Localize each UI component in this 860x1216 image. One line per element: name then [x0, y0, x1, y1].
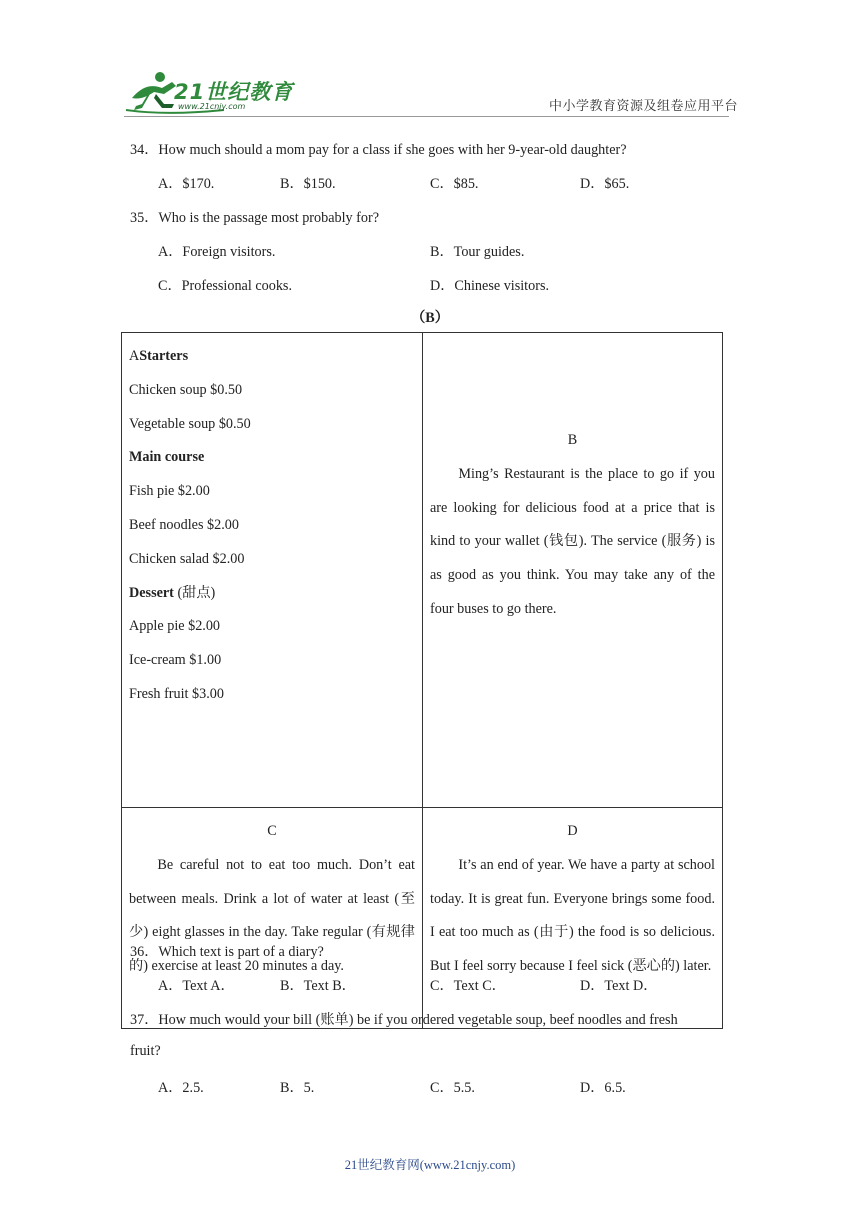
question-36: 36．Which text is part of a diary?	[130, 944, 324, 960]
text-a-menu	[122, 333, 423, 808]
q37-option-d: D．6.5.	[580, 1080, 626, 1096]
q34-option-c: C．$85.	[430, 176, 479, 192]
text-b-restaurant	[423, 333, 723, 808]
q35-option-d: D．Chinese visitors.	[430, 278, 550, 294]
text-d-diary	[423, 808, 723, 1029]
dessert-heading: Dessert (甜点)	[129, 584, 216, 601]
menu-item: Vegetable soup $0.50	[129, 415, 251, 432]
question-34: 34．How much should a mom pay for a class if she goes with her 9-year-old daughter?	[130, 142, 627, 158]
logo-text: 21世纪教育	[174, 80, 294, 104]
text-c-label: C	[267, 823, 277, 839]
menu-item: Chicken salad $2.00	[129, 550, 245, 567]
section-b-title: （B）	[411, 310, 449, 326]
logo-url: www.21cnjy.com	[178, 102, 246, 111]
q36-option-d: D．Text D．	[580, 978, 658, 994]
text-c-body: Be careful not to eat too much. Don’t eat between meals. Drink a lot of water at least (至少) eight glasses in the day. Take regular (有规律的) exercise at least 20 minutes a day.	[129, 856, 415, 975]
text-d-body: It’s an end of year. We have a party at school today. It is great fun. Everyone brings some food. I eat too much as (由于) the food is so delicious. But I feel sorry because I feel sick (恶心的) later.	[430, 856, 715, 975]
header-divider	[124, 116, 729, 117]
text-c-health	[122, 808, 423, 1029]
q36-option-b: B．Text B．	[280, 978, 356, 994]
menu-item: Apple pie $2.00	[129, 618, 221, 635]
menu-item: Beef noodles $2.00	[129, 516, 239, 533]
q34-option-d: D．$65.	[580, 176, 630, 192]
q36-option-c: C．Text C．	[430, 978, 506, 994]
text-d-label: D	[567, 823, 578, 839]
q37-option-a: A．2.5.	[158, 1080, 204, 1096]
header-platform-text: 中小学教育资源及组卷应用平台	[549, 99, 739, 114]
question-37: 37．How much would your bill (账单) be if you ordered vegetable soup, beef noodles and fresh	[130, 1012, 678, 1028]
q36-option-a: A．Text A．	[158, 978, 235, 994]
menu-item: Fresh fruit $3.00	[129, 685, 224, 702]
reading-texts-table	[121, 332, 723, 1029]
menu-item: Chicken soup $0.50	[129, 381, 243, 398]
q37-option-b: B．5.	[280, 1080, 315, 1096]
brand-logo	[124, 68, 294, 116]
menu-item: Ice-cream $1.00	[129, 652, 222, 669]
text-b-body: Ming’s Restaurant is the place to go if you are looking for delicious food at a price that is kind to your wallet (钱包). The service (服务) is as good as you think. You may take any of the four buses to go there.	[430, 465, 715, 617]
question-37-continued: fruit?	[130, 1043, 161, 1059]
q35-option-c: C．Professional cooks.	[158, 278, 292, 294]
menu-item: Fish pie $2.00	[129, 483, 210, 500]
main-course-heading: Main course	[129, 449, 205, 466]
q35-option-b: B．Tour guides.	[430, 244, 525, 260]
q34-option-a: A．$170.	[158, 176, 215, 192]
q35-option-a: A．Foreign visitors.	[158, 244, 276, 260]
text-b-label: B	[567, 432, 578, 448]
question-35: 35．Who is the passage most probably for?	[130, 210, 380, 226]
footer-link[interactable]: 21世纪教育网(www.21cnjy.com)	[344, 1158, 516, 1172]
q34-option-b: B．$150.	[280, 176, 336, 192]
starters-heading: AStarters	[129, 348, 189, 364]
q37-option-c: C．5.5.	[430, 1080, 475, 1096]
